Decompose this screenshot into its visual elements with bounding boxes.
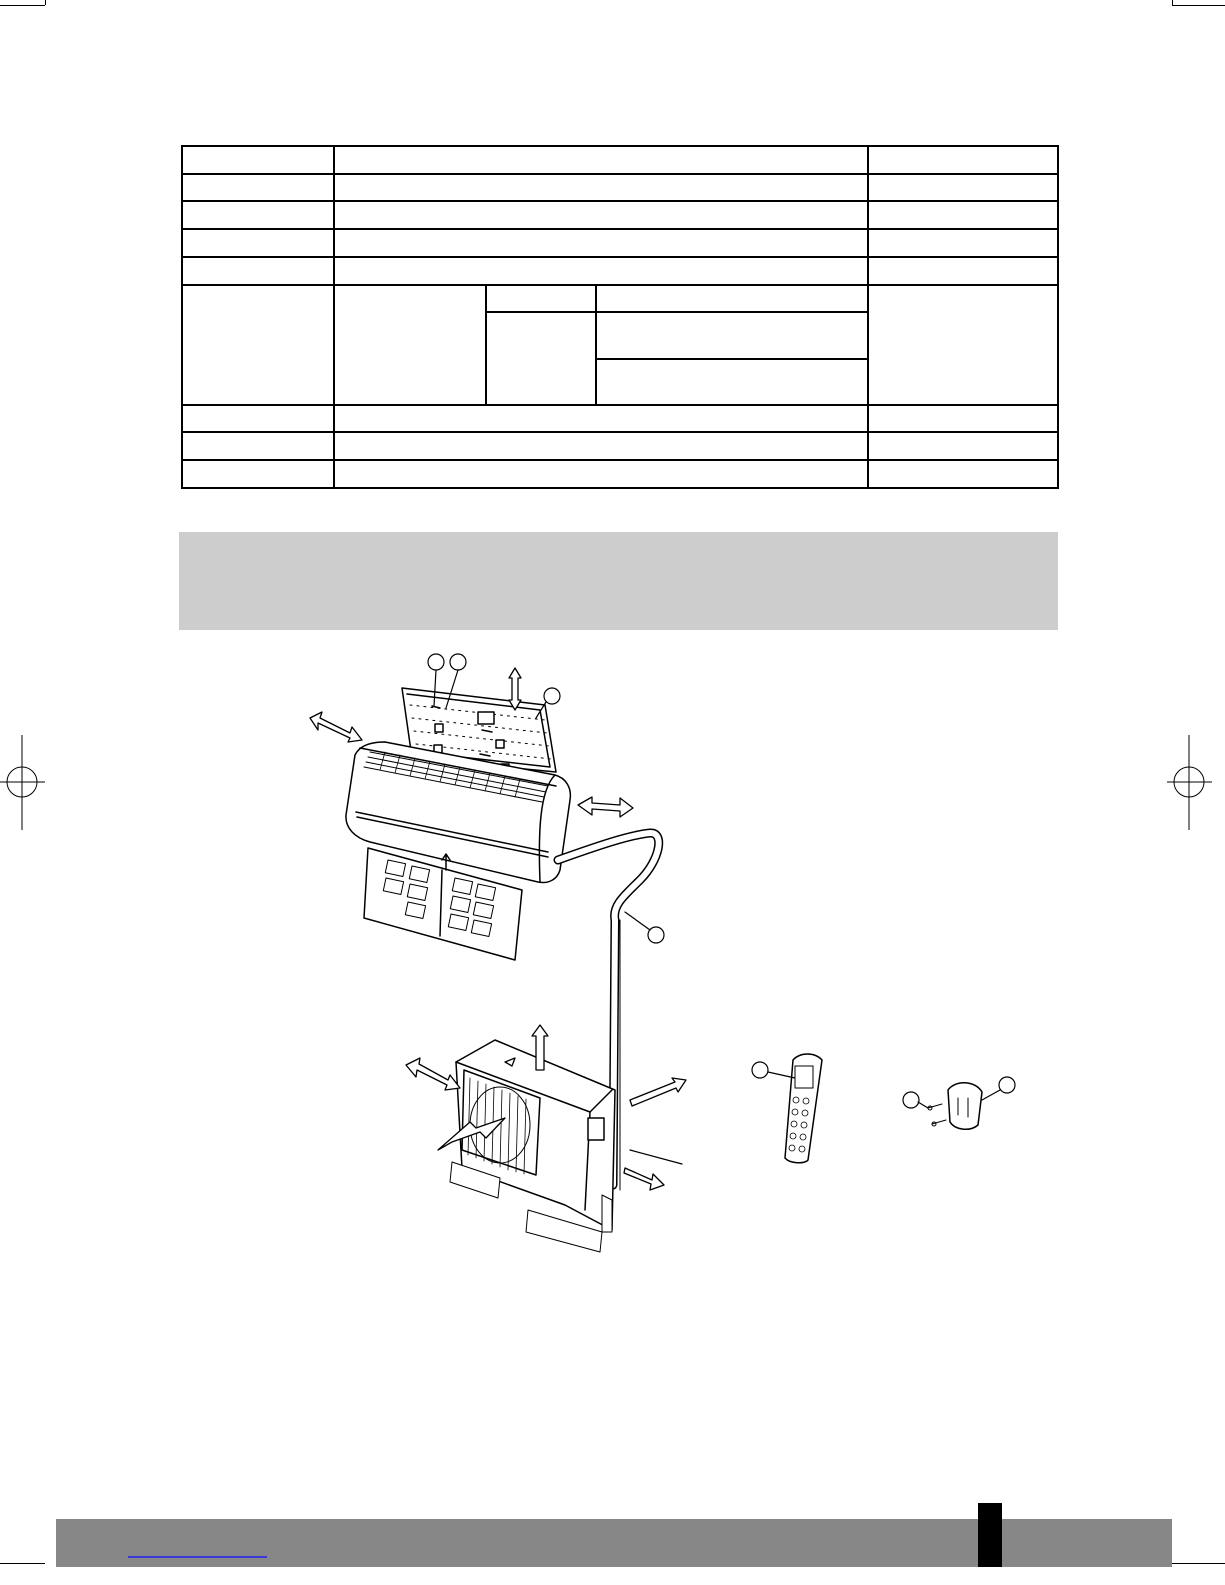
crop-mark-bottom-right-h [1172, 1563, 1225, 1564]
footer-link[interactable] [128, 1556, 267, 1558]
remote-control-icon [785, 1054, 822, 1163]
page-number-block [978, 1503, 1002, 1567]
footer-bar [56, 1519, 1172, 1567]
remote-holder-icon [928, 1083, 982, 1130]
crop-mark-bottom-left-h [0, 1563, 45, 1564]
outdoor-unit-icon [450, 1040, 615, 1252]
